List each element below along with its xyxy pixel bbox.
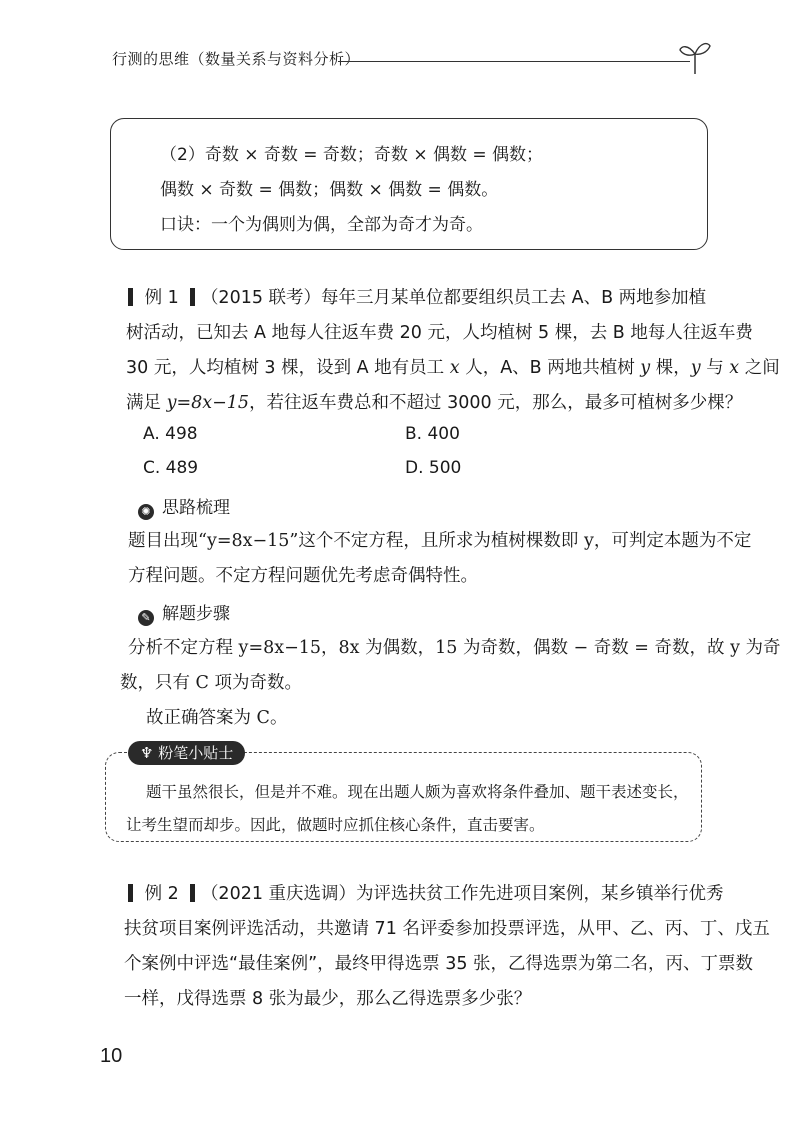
bracket-bar-left — [128, 288, 133, 306]
example-2-line-4: 一样，戊得选票 8 张为最少，那么乙得选票多少张？ — [124, 989, 532, 1009]
sprout-logo-icon — [678, 36, 712, 76]
example-1-text-1: （2015 联考）每年三月某单位都要组织员工去 A、B 两地参加植 — [200, 288, 707, 308]
running-header-title: 行测的思维（数量关系与资料分析） — [112, 50, 361, 68]
analysis-line-1: 题目出现“y=8x−15”这个不定方程，且所求为植树棵数即 y，可判定本题为不定 — [128, 531, 752, 551]
example-2-line-1 — [128, 880, 724, 905]
example-1-line-4 — [126, 389, 742, 414]
bracket-bar-right — [190, 884, 195, 902]
example-1-label: 例 1 — [144, 288, 179, 308]
bracket-bar-right — [190, 288, 195, 306]
example-1-text-3a: 30 元，人均植树 3 棵，设到 A 地有员工 — [126, 358, 450, 378]
example-1-text-3e: 之间 — [739, 358, 780, 378]
tip-tag — [128, 741, 245, 765]
example-1-line-3 — [126, 354, 780, 379]
example-2-text-1: （2021 重庆选调）为评选扶贫工作先进项目案例，某乡镇举行优秀 — [200, 884, 724, 904]
example-2-label: 例 2 — [144, 884, 179, 904]
var-x: x — [449, 358, 460, 378]
example-1-line-1 — [128, 284, 706, 309]
example-1-text-4a: 满足 — [126, 393, 167, 413]
lightbulb-icon: ✺ — [138, 504, 154, 520]
example-1-text-4b: ，若往返车费总和不超过 3000 元，那么，最多可植树多少棵？ — [249, 393, 743, 413]
analysis-heading — [138, 493, 230, 520]
example-1-text-3c: 棵， — [650, 358, 691, 378]
option-b: B. 400 — [405, 424, 460, 444]
example-1-text-3b: 人，A、B 两地共植树 — [459, 358, 641, 378]
tip-line-2: 让考生望而却步。因此，做题时应抓住核心条件，直击要害。 — [126, 816, 545, 834]
equation: y=8x−15 — [166, 393, 250, 413]
tip-tag-label: 粉笔小贴士 — [158, 744, 234, 762]
sprout-icon: ♆ — [140, 744, 154, 762]
rule-line-2: 偶数 × 奇数 = 偶数；偶数 × 偶数 = 偶数。 — [160, 180, 499, 200]
solution-line-1: 分析不定方程 y=8x−15，8x 为偶数，15 为奇数，偶数 − 奇数 = 奇数，故 y 为奇 — [128, 638, 781, 658]
rule-line-3: 口诀：一个为偶则为偶，全部为奇才为奇。 — [160, 215, 483, 235]
var-x: x — [729, 358, 740, 378]
example-1-text-3d: 与 — [700, 358, 730, 378]
example-2-line-2: 扶贫项目案例评选活动，共邀请 71 名评委参加投票评选，从甲、乙、丙、丁、戊五 — [124, 919, 770, 939]
option-d: D. 500 — [405, 458, 462, 478]
page-number: 10 — [100, 1045, 123, 1067]
var-y: y — [640, 358, 651, 378]
tip-line-1: 题干虽然很长，但是并不难。现在出题人颇为喜欢将条件叠加、题干表述变长， — [146, 783, 689, 801]
example-1-line-2: 树活动，已知去 A 地每人往返车费 20 元，人均植树 5 棵，去 B 地每人往返车费 — [126, 323, 753, 343]
solution-heading — [138, 599, 230, 626]
pencil-icon: ✎ — [138, 610, 154, 626]
solution-line-3: 故正确答案为 C。 — [146, 708, 288, 728]
option-a: A. 498 — [143, 424, 198, 444]
solution-line-2: 数，只有 C 项为奇数。 — [120, 673, 303, 693]
analysis-title: 思路梳理 — [162, 498, 230, 518]
solution-title: 解题步骤 — [162, 604, 230, 624]
analysis-line-2: 方程问题。不定方程问题优先考虑奇偶特性。 — [128, 566, 478, 586]
bracket-bar-left — [128, 884, 133, 902]
rule-line-1: （2）奇数 × 奇数 = 奇数；奇数 × 偶数 = 偶数； — [160, 145, 544, 165]
example-2-line-3: 个案例中评选“最佳案例”，最终甲得选票 35 张，乙得选票为第二名，丙、丁票数 — [124, 954, 754, 974]
var-y: y — [690, 358, 701, 378]
header-rule — [338, 61, 690, 62]
option-c: C. 489 — [143, 458, 199, 478]
